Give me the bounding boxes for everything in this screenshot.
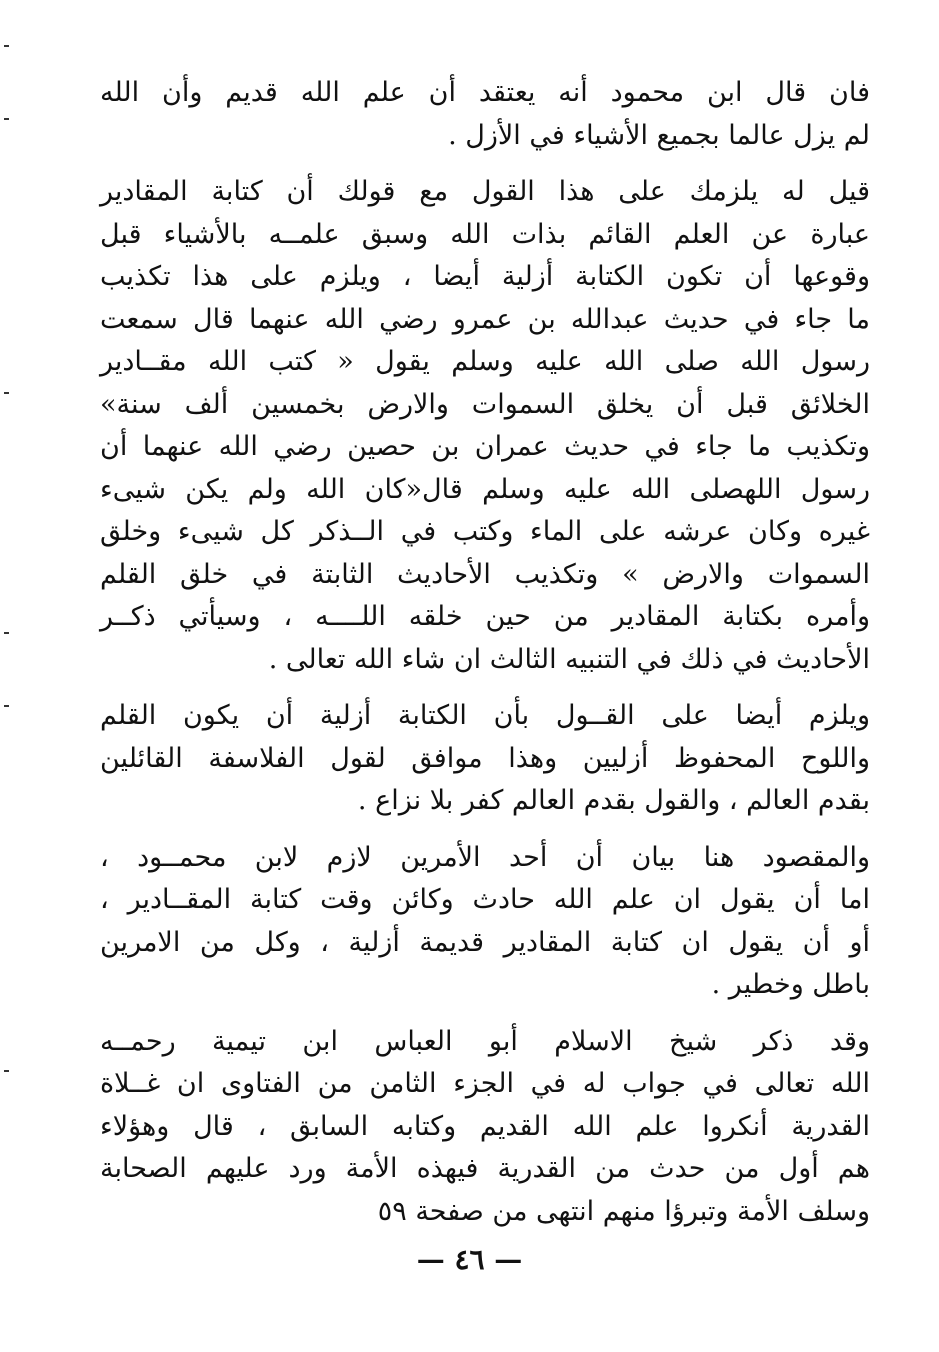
text-line: ما جاء في حديث عبدالله بن عمرو رضي الله عنهما قال سمعت xyxy=(100,303,870,335)
text-line: ويلزم أيضا على القــول بأن الكتابة أزلية أن يكون القلم xyxy=(100,700,870,731)
text-line: الله تعالى في جواب له في الجزء الثامن من الفتاوى ان غــلاة xyxy=(100,1068,870,1099)
scan-edge-mark xyxy=(4,118,9,120)
text-line: فان قال ابن محمود أنه يعتقد أن علم الله قديم وأن الله xyxy=(100,77,870,108)
scan-edge-mark xyxy=(4,45,9,47)
paragraph xyxy=(100,1021,870,1234)
text-line: رسول اللهصلى الله عليه وسلم قال«كان الله ولم يكن شيىء xyxy=(100,473,870,505)
text-line: غيره وكان عرشه على الماء وكتب في الــذكر كل شيىء وخلق xyxy=(100,516,870,547)
text-line: قيل له يلزمك على هذا القول مع قولك أن كتابة المقادير xyxy=(100,176,870,207)
text-line: وتكذيب ما جاء في حديث عمران بن حصين رضي الله عنهما أن xyxy=(100,431,870,462)
text-line: باطل وخطير . xyxy=(711,969,870,1000)
paragraph xyxy=(100,171,870,681)
scan-edge-mark xyxy=(4,1070,9,1072)
text-line: وسلف الأمة وتبرؤا منهم انتهى من صفحة ٥٩ xyxy=(377,1195,870,1227)
text-line: هم أول من حدث من القدرية فيهذه الأمة ورد عليهم الصحابة xyxy=(100,1153,870,1184)
paragraph xyxy=(100,72,870,157)
text-line: بقدم العالم ، والقول بقدم العالم كفر بلا نزاع . xyxy=(357,785,870,816)
text-line: اما أن يقول ان علم الله حادث وكائن وقت كتابة المقــادير ، xyxy=(100,884,870,915)
text-line: وقوعها أن تكون الكتابة أزلية أيضا ، ويلزم على هذا تكذيب xyxy=(100,261,870,292)
text-line: أو أن يقول ان كتابة المقادير قديمة أزلية ، وكل من الامرين xyxy=(100,926,870,958)
text-line: واللوح المحفوظ أزليين وهذا موافق لقول الفلاسفة القائلين xyxy=(100,742,870,774)
text-line: لم يزل عالما بجميع الأشياء في الأزل . xyxy=(448,119,870,151)
text-line: رسول الله صلى الله عليه وسلم يقول « كتب الله مقــادير xyxy=(100,346,870,377)
scan-edge-mark xyxy=(4,392,9,394)
page-number: — ٤٦ — xyxy=(416,1243,523,1276)
scan-edge-mark xyxy=(4,632,9,634)
body-text xyxy=(100,72,870,1247)
text-line: الخلائق قبل أن يخلق السموات والارض بخمسين ألف سنة» xyxy=(100,388,870,420)
text-line: وأمره بكتابة المقادير من حين خلقه اللــــه ، وسيأتي ذكــر xyxy=(100,601,870,632)
paragraph xyxy=(100,695,870,823)
text-line: الأحاديث في ذلك في التنبيه الثالث ان شاء الله تعالى . xyxy=(268,643,870,675)
text-line: والمقصود هنا بيان أن أحد الأمرين لازم لابن محمــود ، xyxy=(100,841,870,873)
text-line: السموات والارض » وتكذيب الأحاديث الثابتة في خلق القلم xyxy=(100,558,870,590)
scan-edge-mark xyxy=(4,705,9,707)
text-line: القدرية أنكروا علم الله القديم وكتابه السابق ، قال وهؤلاء xyxy=(100,1110,870,1142)
text-line: عبارة عن العلم القائم بذات الله وسبق علمــه بالأشياء قبل xyxy=(100,218,870,250)
text-line: وقد ذكر شيخ الاسلام أبو العباس ابن تيمية رحمــه xyxy=(100,1025,870,1057)
paragraph xyxy=(100,837,870,1007)
